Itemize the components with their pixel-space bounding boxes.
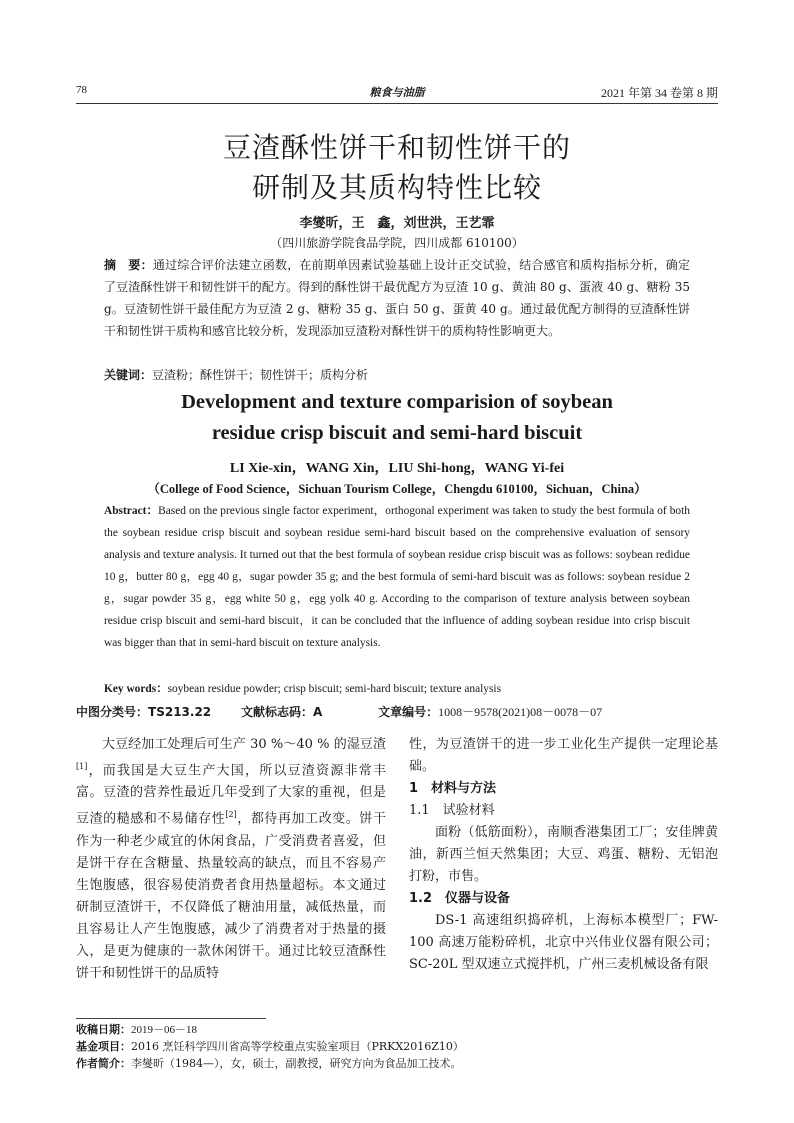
citation-1: [1] — [76, 762, 88, 771]
abstract-en-text: Based on the previous single factor experiment，orthogonal experiment was taken to study the best formula of both the soybean residue crisp biscuit and soybean residue semi-hard biscuit based on the comprehensive evaluation of sensory analysis and texture analysis. It turned out that the best formula of soybean residue crisp biscuit was as follows: soybean redidue 10 g，butter 80 g，egg 40 g，sugar powder 35 g; and the best formula of semi-hard biscuit was as follows: soybean residue 2 g，sugar powder 35 g，egg white 50 g，egg yolk 40 g. According to the comparison of texture analysis between soybean residue crisp biscuit and semi-hard biscuit，it can be concluded that the influence of adding soybean residue into crisp biscuit was bigger than that in semi-hard biscuit on texture analysis. — [104, 505, 690, 649]
fund-label: 基金项目： — [76, 1040, 131, 1053]
affiliation-en: （College of Food Science，Sichuan Tourism College，Chengdu 610100，Sichuan，China） — [147, 482, 647, 496]
received-label: 收稿日期： — [76, 1023, 131, 1036]
received-date: 2019－06－18 — [131, 1024, 197, 1036]
title-cn-line2: 研制及其质构特性比较 — [251, 171, 542, 204]
keywords-en-label: Key words： — [104, 683, 168, 695]
article-no-label: 文章编号： — [378, 705, 439, 719]
intro-paragraph — [76, 734, 386, 985]
author-bio-text: 李燮昕（1984—），女，硕士，副教授，研究方向为食品加工技术。 — [131, 1057, 462, 1070]
section-heading-1-2: 1.2 仪器与设备 — [409, 891, 511, 906]
body-right-column — [409, 734, 718, 976]
footnote-author — [76, 1056, 718, 1072]
body-left-column — [76, 734, 386, 985]
issue-info: 2021 年第 34 卷第 8 期 — [600, 86, 718, 100]
materials-paragraph: 面粉（低筋面粉），南顺香港集团工厂；安佳牌黄油，新西兰恒天然集团；大豆、鸡蛋、糖粉、无铝泡打粉，市售。 — [409, 825, 718, 884]
footnote-rule — [76, 1018, 266, 1019]
doc-code-label: 文献标志码： — [240, 705, 313, 719]
article-no-value: 1008－9578(2021)08－0078－07 — [438, 705, 603, 719]
keywords-en-text: soybean residue powder; crisp biscuit; semi-hard biscuit; texture analysis — [167, 683, 502, 695]
keywords-cn — [104, 364, 690, 386]
section-heading-1: 1 材料与方法 — [409, 781, 497, 796]
intro-text-c: ，都待再加工改变。饼干作为一种老少咸宜的休闲食品，广受消费者喜爱，但是饼干存在含糖量、热量较高的缺点，而且不容易产生饱腹感，很容易使消费者食用热量超标。本文通过研制豆渣饼干，不仅降低了糖油用量，减低热量，而且容易让人产生饱腹感，减少了消费者对于热量的摄入，是更为健康的一款休闲饼干。通过比较豆渣酥性饼干和韧性饼干的品质特 — [76, 811, 386, 981]
keywords-en — [104, 678, 690, 700]
intro-text-b: ，而我国是大豆生产大国，所以豆渣资源非常丰富。豆渣的营养性最近几年受到了大家的重视，但是豆渣的糙感和不易储存性 — [76, 763, 386, 827]
author-bio-label: 作者简介： — [76, 1057, 131, 1070]
doc-code-value: A — [313, 705, 323, 719]
title-en-line1: Development and texture comparision of soybean — [181, 391, 613, 413]
affiliation-cn: （四川旅游学院食品学院，四川成都 610100） — [270, 236, 524, 250]
fund-text: 2016 烹饪科学四川省高等学校重点实验室项目（PRKX2016Z10） — [131, 1040, 464, 1053]
abstract-cn-text: 通过综合评价法建立函数，在前期单因素试验基础上设计正交试验，结合感官和质构指标分析，确定了豆渣酥性饼干和韧性饼干的配方。得到的酥性饼干最优配方为豆渣 10 g、黄油 80 g、蛋液 40 g、糖粉 35 g。豆渣韧性饼干最佳配方为豆渣 2 g、糖粉 35 g、蛋白 50 g、蛋黄 40 g。通过最优配方制得的豆渣酥性饼干和韧性饼干质构和感官比较分析，发现添加豆渣粉对酥性饼干的质构特性影响更大。 — [104, 258, 690, 338]
classification-line — [76, 703, 718, 720]
section-heading-1-1: 1.1 试验材料 — [409, 803, 495, 818]
footnote-received — [76, 1022, 718, 1038]
keywords-cn-label: 关键词： — [104, 368, 153, 382]
authors-cn: 李燮昕，王 鑫，刘世洪，王艺霏 — [299, 216, 495, 231]
clc-value: TS213.22 — [148, 705, 212, 719]
page-number: 78 — [76, 84, 87, 96]
abstract-cn-label: 摘 要： — [104, 258, 153, 272]
intro-continuation: 性，为豆渣饼干的进一步工业化生产提供一定理论基础。 — [409, 737, 718, 774]
header-rule — [76, 103, 718, 104]
keywords-cn-text: 豆渣粉；酥性饼干；韧性饼干；质构分析 — [152, 368, 369, 382]
title-en-line2: residue crisp biscuit and semi-hard biscuit — [211, 422, 583, 444]
journal-name: 粮食与油脂 — [369, 86, 425, 99]
abstract-en — [104, 500, 690, 654]
authors-en: LI Xie-xin，WANG Xin，LIU Shi-hong，WANG Yi-fei — [229, 461, 565, 476]
clc-label: 中图分类号： — [76, 705, 149, 719]
citation-2: [2] — [225, 810, 237, 820]
footnote-fund — [76, 1039, 718, 1055]
title-cn-line1: 豆渣酥性饼干和韧性饼干的 — [222, 131, 571, 164]
equipment-paragraph: DS-1 高速组织捣碎机，上海标本模型厂；FW-100 高速万能粉碎机，北京中兴伟业仪器有限公司；SC-20L 型双速立式搅拌机，广州三麦机械设备有限 — [409, 913, 718, 972]
abstract-cn — [104, 254, 690, 342]
intro-text-a: 大豆经加工处理后可生产 30 %～40 % 的湿豆渣 — [102, 737, 386, 752]
abstract-en-label: Abstract： — [104, 505, 159, 517]
